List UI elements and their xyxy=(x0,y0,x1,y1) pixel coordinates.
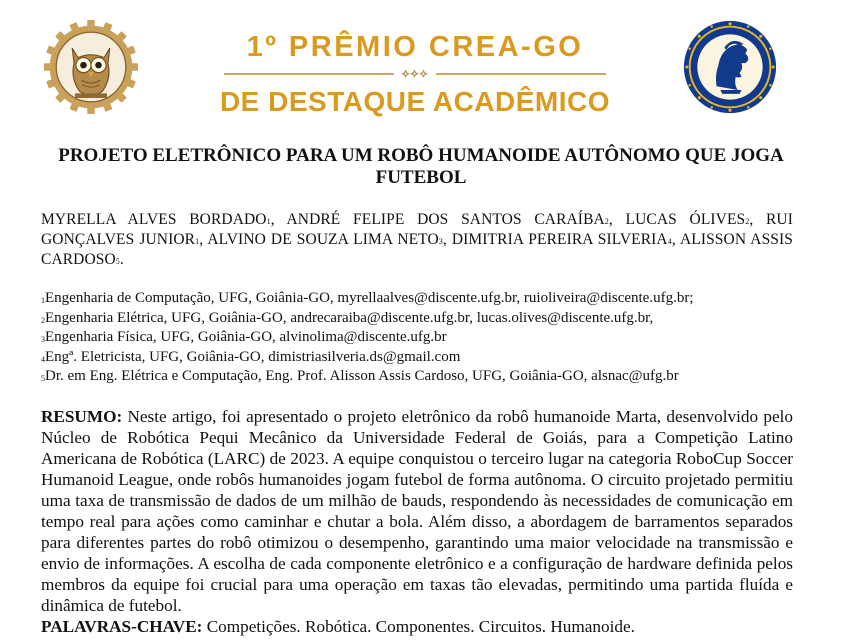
affiliation-item xyxy=(41,289,801,309)
affiliation-number: 1 xyxy=(41,296,45,305)
affiliation-text: Engenharia de Computação, UFG, Goiânia-GO, myrellaalves@discente.ufg.br, ruioliveira@discente.ufg.br; xyxy=(45,290,694,306)
author-separator: , xyxy=(270,211,287,228)
affiliation-number: 2 xyxy=(41,315,45,325)
abstract xyxy=(41,406,793,637)
affiliation-text: Engª. Eletricista, UFG, Goiânia-GO, dimistriasilveria.ds@gmail.com xyxy=(45,348,461,365)
author-name: ALISSON ASSIS CARDOSO xyxy=(41,231,793,268)
author-name: ALVINO DE SOUZA LIMA NETO xyxy=(207,231,439,248)
author-separator: , xyxy=(671,231,680,248)
ornament-icon: ⟡⟡⟡ xyxy=(401,66,429,80)
abstract-text: Neste artigo, foi apresentado o projeto eletrônico da robô humanoide Marta, desenvolvido pelo Núcleo de Robótica Pequi Mecânico da Universidade Federal de Goiás, para a Competição Latino Americana de Robótica (LARC) de 2023. A equipe conquistou o terceiro lugar na categoria RoboCup Soccer Humanoid League, onde robôs humanoides jogam futebol de forma autônoma. O circuito projetado permitiu uma taxa de transmissão de dados de um milhão de bauds, respondendo às necessidades de comunicação em tempo real para ações como caminhar e chutar a bola. Além disso, a abordagem de barramentos separados para diferentes partes do robô otimizou o desempenho, garantindo uma maior velocidade na transmissão e envio de informações. A escolha de cada componente eletrônico e a configuração de hardware definida pelos membros da equipe foi crucial para uma operação em taxas tão elevadas, permitindo uma partida fluída e dinâmica de futebol. xyxy=(41,407,793,615)
author-name: LUCAS ÓLIVES xyxy=(625,211,746,228)
keywords xyxy=(41,616,793,637)
affiliation-text: Engenharia Elétrica, UFG, Goiânia-GO, andrecaraiba@discente.ufg.br, lucas.olives@discente.ufg.br, xyxy=(45,309,654,326)
affiliation-item xyxy=(41,309,801,329)
author-name: RUI GONÇALVES JUNIOR xyxy=(41,211,793,248)
affiliation-number: 5 xyxy=(41,374,45,383)
author-name: DIMITRIA PEREIRA SILVERIA xyxy=(451,231,668,248)
keywords-label: PALAVRAS-CHAVE: xyxy=(41,617,203,636)
award-title-line2: DE DESTAQUE ACADÊMICO xyxy=(219,86,611,117)
author-name: ANDRÉ FELIPE DOS SANTOS CARAÍBA xyxy=(286,211,605,228)
affiliation-text: Engenharia Física, UFG, Goiânia-GO, alvinolima@discente.ufg.br xyxy=(45,329,447,345)
page-header xyxy=(0,0,842,128)
abstract-label: RESUMO: xyxy=(41,407,123,426)
award-title-line1: 1º PRÊMIO CREA-GO xyxy=(246,31,584,63)
author-affiliation-mark: 4 xyxy=(667,237,672,246)
author-separator: , xyxy=(199,231,208,248)
keywords-text: Competições. Robótica. Componentes. Circuitos. Humanoide. xyxy=(202,617,635,636)
affiliation-item xyxy=(41,348,801,368)
owl-gear-emblem-icon xyxy=(44,20,138,114)
award-banner xyxy=(200,30,630,118)
award-divider xyxy=(200,66,630,82)
engineering-council-seal-icon xyxy=(682,19,778,115)
affiliation-number: 3 xyxy=(41,335,45,344)
affiliation-item xyxy=(41,367,801,387)
affiliation-text: Dr. em Eng. Elétrica e Computação, Eng. Prof. Alisson Assis Cardoso, UFG, Goiânia-GO, alsnac@ufg.br xyxy=(45,368,679,384)
author-affiliation-mark: 3 xyxy=(438,237,443,246)
author-name: MYRELLA ALVES BORDADO xyxy=(41,211,267,228)
author-affiliation-mark: 2 xyxy=(604,217,609,226)
author-affiliation-mark: 1 xyxy=(195,237,200,246)
author-list xyxy=(41,210,793,270)
affiliation-number: 4 xyxy=(41,354,45,364)
affiliation-item xyxy=(41,328,801,348)
author-affiliation-mark: 5 xyxy=(115,257,120,266)
author-affiliation-mark: 2 xyxy=(745,217,750,226)
author-separator: , xyxy=(442,231,452,248)
affiliation-list xyxy=(41,289,801,387)
paper-title: PROJETO ELETRÔNICO PARA UM ROBÔ HUMANOIDE AUTÔNOMO QUE JOGA FUTEBOL xyxy=(58,145,784,188)
author-affiliation-mark: 1 xyxy=(266,217,271,226)
author-separator: , xyxy=(749,211,766,228)
author-separator: . xyxy=(119,251,124,268)
author-separator: , xyxy=(608,211,626,228)
